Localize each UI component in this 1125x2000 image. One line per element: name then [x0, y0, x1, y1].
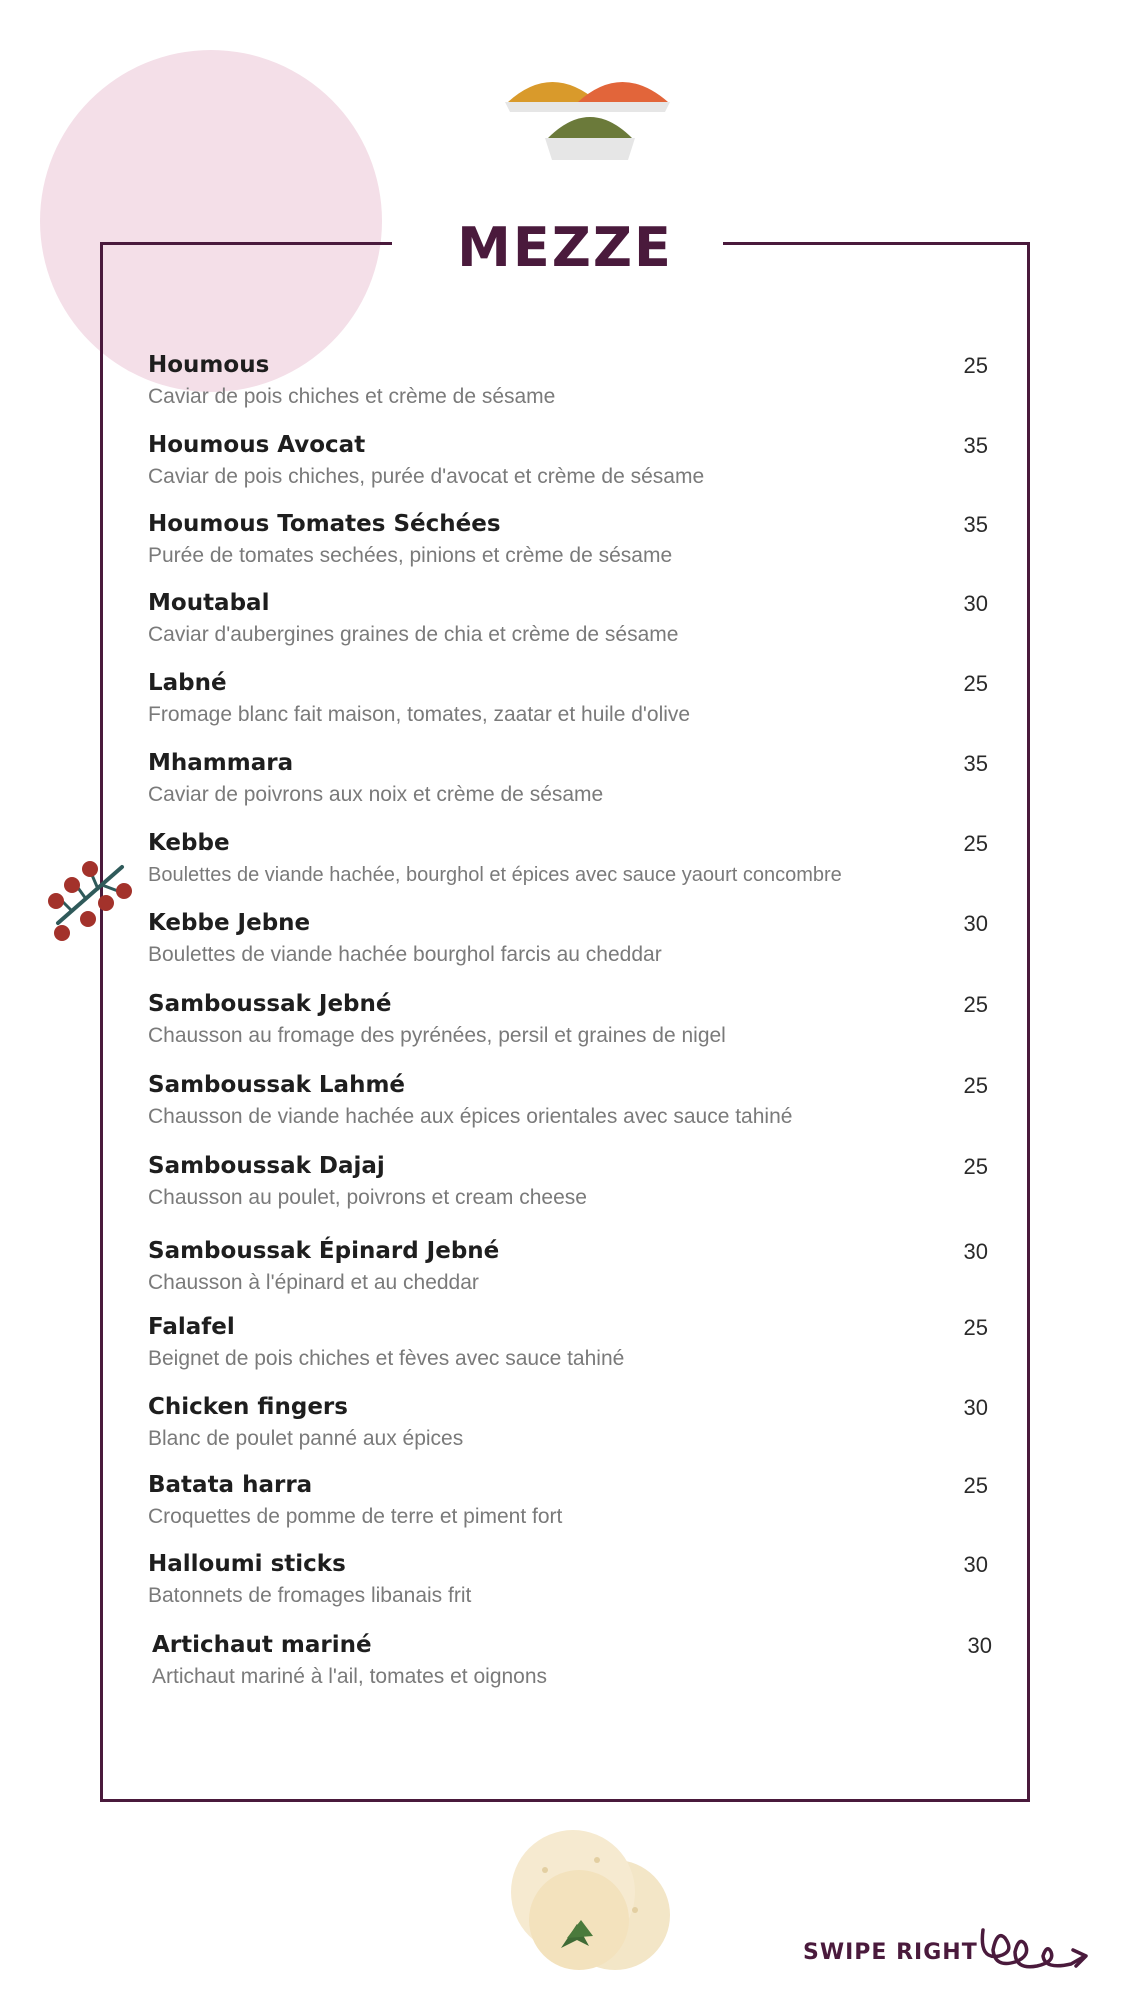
item-name: Moutabal — [148, 590, 270, 616]
page-title: MEZZE — [457, 216, 673, 279]
item-name: Houmous — [148, 352, 270, 378]
menu-item — [148, 748, 988, 818]
item-description: Chausson au poulet, poivrons et cream cheese — [148, 1186, 587, 1209]
item-price: 25 — [963, 992, 988, 1017]
item-description: Fromage blanc fait maison, tomates, zaatar et huile d'olive — [148, 703, 691, 726]
item-name: Chicken fingers — [148, 1394, 348, 1420]
menu-item — [152, 1630, 992, 1700]
item-name: Houmous Avocat — [148, 432, 366, 458]
item-description: Blanc de poulet panné aux épices — [148, 1427, 464, 1450]
frame-top-left — [100, 242, 392, 245]
item-price: 30 — [963, 1552, 988, 1577]
item-name: Halloumi sticks — [148, 1551, 346, 1577]
item-description: Caviar d'aubergines graines de chia et crème de sésame — [148, 623, 679, 646]
item-description: Caviar de pois chiches et crème de sésame — [148, 385, 556, 408]
item-name: Samboussak Jebné — [148, 991, 392, 1017]
bread-icon — [505, 1820, 685, 1980]
item-name: Houmous Tomates Séchées — [148, 511, 501, 537]
spice-bowls-icon — [500, 70, 670, 170]
item-price: 30 — [963, 911, 988, 936]
item-name: Batata harra — [148, 1472, 313, 1498]
item-description: Boulettes de viande hachée bourghol farcis au cheddar — [148, 943, 662, 966]
item-name: Samboussak Lahmé — [148, 1072, 406, 1098]
item-price: 25 — [963, 671, 988, 696]
item-price: 35 — [963, 433, 988, 458]
item-price: 35 — [963, 512, 988, 537]
item-price: 25 — [963, 1315, 988, 1340]
item-name: Labné — [148, 670, 227, 696]
menu-item — [148, 350, 988, 420]
menu-item — [148, 1070, 988, 1140]
item-price: 35 — [963, 751, 988, 776]
menu-item — [148, 828, 988, 898]
item-price: 25 — [963, 1473, 988, 1498]
item-description: Chausson à l'épinard et au cheddar — [148, 1271, 479, 1294]
item-price: 25 — [963, 353, 988, 378]
decorative-circle — [40, 50, 382, 392]
item-description: Batonnets de fromages libanais frit — [148, 1584, 472, 1607]
menu-item — [148, 1312, 988, 1382]
item-description: Caviar de pois chiches, purée d'avocat et crème de sésame — [148, 465, 705, 488]
item-price: 25 — [963, 831, 988, 856]
item-description: Boulettes de viande hachée, bourghol et épices avec sauce yaourt concombre — [148, 864, 842, 886]
item-description: Croquettes de pomme de terre et piment fort — [148, 1505, 563, 1528]
item-description: Purée de tomates sechées, pinions et crème de sésame — [148, 544, 673, 567]
item-name: Samboussak Épinard Jebné — [148, 1238, 500, 1264]
item-description: Beignet de pois chiches et fèves avec sauce tahiné — [148, 1347, 625, 1370]
item-price: 30 — [963, 591, 988, 616]
menu-item — [148, 509, 988, 579]
item-name: Kebbe — [148, 830, 230, 856]
item-price: 30 — [967, 1633, 992, 1658]
menu-item — [148, 1236, 988, 1306]
menu-item — [148, 908, 988, 978]
item-name: Mhammara — [148, 750, 294, 776]
item-price: 25 — [963, 1073, 988, 1098]
menu-item — [148, 989, 988, 1059]
menu-item — [148, 668, 988, 738]
item-name: Falafel — [148, 1314, 235, 1340]
item-description: Caviar de poivrons aux noix et crème de sésame — [148, 783, 604, 806]
swipe-hint: SWIPE RIGHT — [803, 1940, 978, 1965]
item-description: Chausson de viande hachée aux épices orientales avec sauce tahiné — [148, 1105, 793, 1128]
item-description: Chausson au fromage des pyrénées, persil et graines de nigel — [148, 1024, 726, 1047]
menu-item — [148, 1151, 988, 1221]
menu-item — [148, 1392, 988, 1462]
item-name: Kebbe Jebne — [148, 910, 311, 936]
item-price: 30 — [963, 1239, 988, 1264]
frame-bottom — [100, 1799, 1030, 1802]
menu-item — [148, 430, 988, 500]
menu-item — [148, 1470, 988, 1540]
cherry-tomatoes-icon — [40, 845, 140, 945]
item-description: Artichaut mariné à l'ail, tomates et oignons — [152, 1665, 548, 1688]
item-price: 30 — [963, 1395, 988, 1420]
frame-left — [100, 242, 103, 1802]
frame-top-right — [723, 242, 1030, 245]
menu-item — [148, 588, 988, 658]
item-price: 25 — [963, 1154, 988, 1179]
swipe-arrow-icon — [975, 1910, 1095, 1980]
item-name: Samboussak Dajaj — [148, 1153, 385, 1179]
menu-item — [148, 1549, 988, 1619]
frame-right — [1027, 242, 1030, 1802]
item-name: Artichaut mariné — [152, 1632, 372, 1658]
